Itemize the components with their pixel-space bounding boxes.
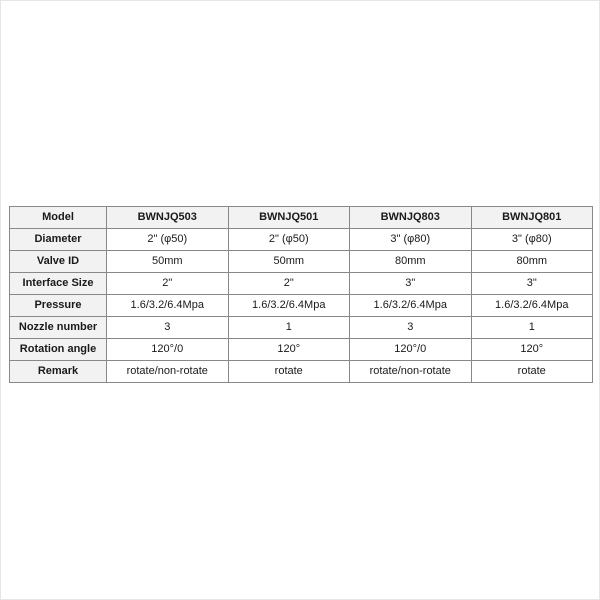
table-header-cell-model-3: BWNJQ803 [350,207,472,229]
cell-pressure-2: 1.6/3.2/6.4Mpa [228,295,350,317]
row-label-rotation-angle: Rotation angle [10,339,107,361]
cell-nozzle-number-4: 1 [471,317,593,339]
cell-interface-size-3: 3" [350,273,472,295]
row-label-nozzle-number: Nozzle number [10,317,107,339]
cell-valve-id-4: 80mm [471,251,593,273]
cell-remark-2: rotate [228,361,350,383]
cell-valve-id-1: 50mm [107,251,229,273]
cell-valve-id-2: 50mm [228,251,350,273]
cell-pressure-4: 1.6/3.2/6.4Mpa [471,295,593,317]
table-row [10,295,593,317]
table-row [10,273,593,295]
cell-remark-4: rotate [471,361,593,383]
specification-table-container [9,206,593,383]
table-header [10,207,593,229]
cell-rotation-angle-3: 120°/0 [350,339,472,361]
cell-rotation-angle-2: 120° [228,339,350,361]
table-row [10,317,593,339]
table-header-cell-model: Model [10,207,107,229]
row-label-diameter: Diameter [10,229,107,251]
cell-interface-size-2: 2" [228,273,350,295]
table-body [10,229,593,383]
table-row [10,339,593,361]
table-header-cell-model-1: BWNJQ503 [107,207,229,229]
cell-pressure-1: 1.6/3.2/6.4Mpa [107,295,229,317]
row-label-remark: Remark [10,361,107,383]
table-row [10,229,593,251]
cell-pressure-3: 1.6/3.2/6.4Mpa [350,295,472,317]
cell-nozzle-number-2: 1 [228,317,350,339]
cell-rotation-angle-1: 120°/0 [107,339,229,361]
cell-remark-1: rotate/non-rotate [107,361,229,383]
row-label-valve-id: Valve ID [10,251,107,273]
cell-interface-size-1: 2" [107,273,229,295]
row-label-interface-size: Interface Size [10,273,107,295]
cell-diameter-1: 2" (φ50) [107,229,229,251]
table-row [10,361,593,383]
cell-diameter-3: 3" (φ80) [350,229,472,251]
specification-table [9,206,593,383]
cell-diameter-4: 3" (φ80) [471,229,593,251]
cell-nozzle-number-1: 3 [107,317,229,339]
cell-valve-id-3: 80mm [350,251,472,273]
cell-nozzle-number-3: 3 [350,317,472,339]
cell-rotation-angle-4: 120° [471,339,593,361]
cell-remark-3: rotate/non-rotate [350,361,472,383]
cell-interface-size-4: 3" [471,273,593,295]
cell-diameter-2: 2" (φ50) [228,229,350,251]
row-label-pressure: Pressure [10,295,107,317]
table-header-cell-model-4: BWNJQ801 [471,207,593,229]
table-header-row [10,207,593,229]
table-row [10,251,593,273]
table-header-cell-model-2: BWNJQ501 [228,207,350,229]
